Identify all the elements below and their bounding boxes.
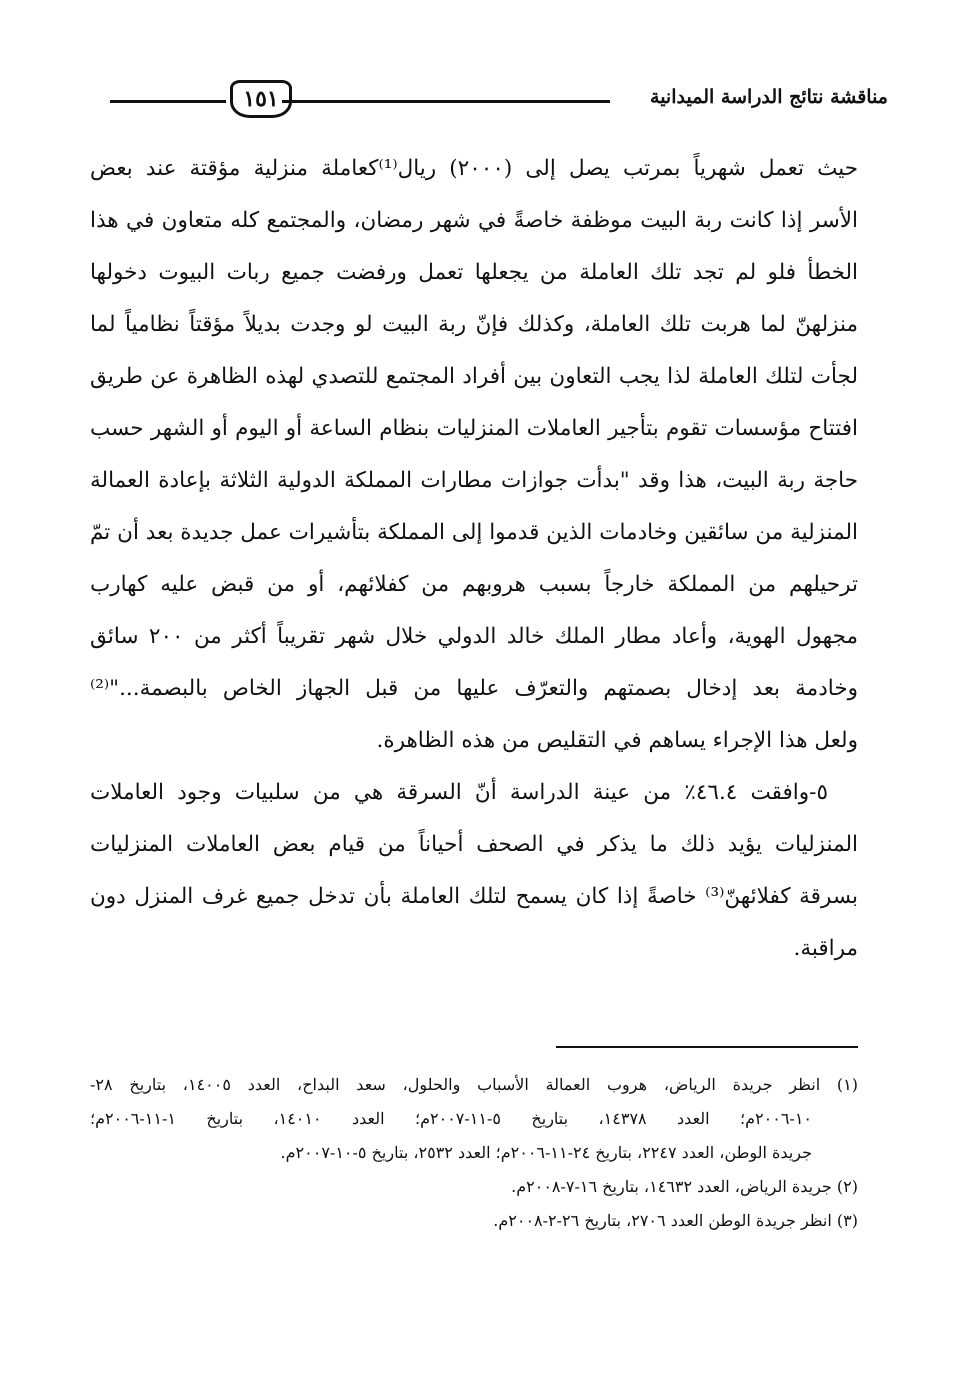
footnote-line: جريدة الوطن، العدد ٢٢٤٧، بتاريخ ٢٤-١١-٢٠٠٦م؛ العدد ٢٥٣٢، بتاريخ ٥-١٠-٢٠٠٧م. xyxy=(280,1143,812,1162)
footnote-line: ١٠-٢٠٠٦م؛ العدد ١٤٣٧٨، بتاريخ ٥-١١-٢٠٠٧م؛ العدد ١٤٠١٠، بتاريخ ١-١١-٢٠٠٦م؛ xyxy=(90,1109,812,1128)
footnote-separator xyxy=(556,1046,858,1048)
footnote-line: (١) انظر جريدة الرياض، هروب العمالة الأسباب والحلول، سعد البداح، العدد ١٤٠٠٥، بتاريخ ٢٨- xyxy=(90,1075,859,1094)
body-line: ترحيلهم من المملكة خارجاً بسبب هروبهم من كفلائهم، أو من قبض عليه كهارب xyxy=(90,572,858,597)
body-line: مجهول الهوية، وأعاد مطار الملك خالد الدولي خلال شهر تقريباً أكثر من ٢٠٠ سائق xyxy=(90,624,858,649)
body-line: افتتاح مؤسسات تقوم بتأجير العاملات المنزليات بنظام الساعة أو اليوم أو الشهر حسب xyxy=(90,416,858,441)
footnote-line: (٣) انظر جريدة الوطن العدد ٢٧٠٦، بتاريخ ٢٦-٢-٢٠٠٨م. xyxy=(493,1211,858,1230)
page-number: ١٥١ xyxy=(243,86,279,112)
body-line: وخادمة بعد إدخال بصمتهم والتعرّف عليها من قبل الجهاز الخاص بالبصمة..."⁽²⁾ xyxy=(90,676,858,701)
body-line: بسرقة كفلائهنّ⁽³⁾ خاصةً إذا كان يسمح لتلك العاملة بأن تدخل جميع غرف المنزل دون xyxy=(90,884,858,909)
header-rule-left xyxy=(110,100,226,103)
header-rule-right xyxy=(282,100,610,103)
body-line: الأسر إذا كانت ربة البيت موظفة خاصةً في شهر رمضان، والمجتمع كله متعاون في هذا xyxy=(90,208,858,233)
body-line: ولعل هذا الإجراء يساهم في التقليص من هذه الظاهرة. xyxy=(376,728,858,753)
body-line: مراقبة. xyxy=(793,936,858,961)
body-line: المنزلية من سائقين وخادمات الذين قدموا إلى المملكة بتأشيرات عمل جديدة بعد أن تمّ xyxy=(90,520,858,545)
body-line: حيث تعمل شهرياً بمرتب يصل إلى (٢٠٠٠) ريال⁽¹⁾كعاملة منزلية مؤقتة عند بعض xyxy=(90,156,858,181)
body-line: المنزليات يؤيد ذلك ما يذكر في الصحف أحياناً من قيام بعض العاملات المنزليات xyxy=(90,832,858,857)
body-line: حاجة ربة البيت، هذا وقد "بدأت جوازات مطارات المملكة الدولية الثلاثة بإعادة العمالة xyxy=(90,468,858,493)
body-line: لجأت لتلك العاملة لذا يجب التعاون بين أفراد المجتمع للتصدي لهذه الظاهرة عن طريق xyxy=(90,364,858,389)
running-header xyxy=(110,78,888,124)
footnotes xyxy=(90,1068,858,1238)
body-line: منزلهنّ لما هربت تلك العاملة، وكذلك فإنّ ربة البيت لو وجدت بديلاً مؤقتاً نظامياً لما xyxy=(90,312,858,337)
page-number-frame xyxy=(230,80,292,118)
body-text xyxy=(90,143,858,975)
chapter-title: مناقشة نتائج الدراسة الميدانية xyxy=(650,86,888,108)
body-line: ٥-وافقت ٤٦.٤٪ من عينة الدراسة أنّ السرقة هي من سلبيات وجود العاملات xyxy=(90,780,828,805)
body-line: الخطأ فلو لم تجد تلك العاملة من يجعلها تعمل ورفضت جميع ربات البيوت دخولها xyxy=(90,260,858,285)
footnote-line: (٢) جريدة الرياض، العدد ١٤٦٣٢، بتاريخ ١٦-٧-٢٠٠٨م. xyxy=(511,1177,858,1196)
